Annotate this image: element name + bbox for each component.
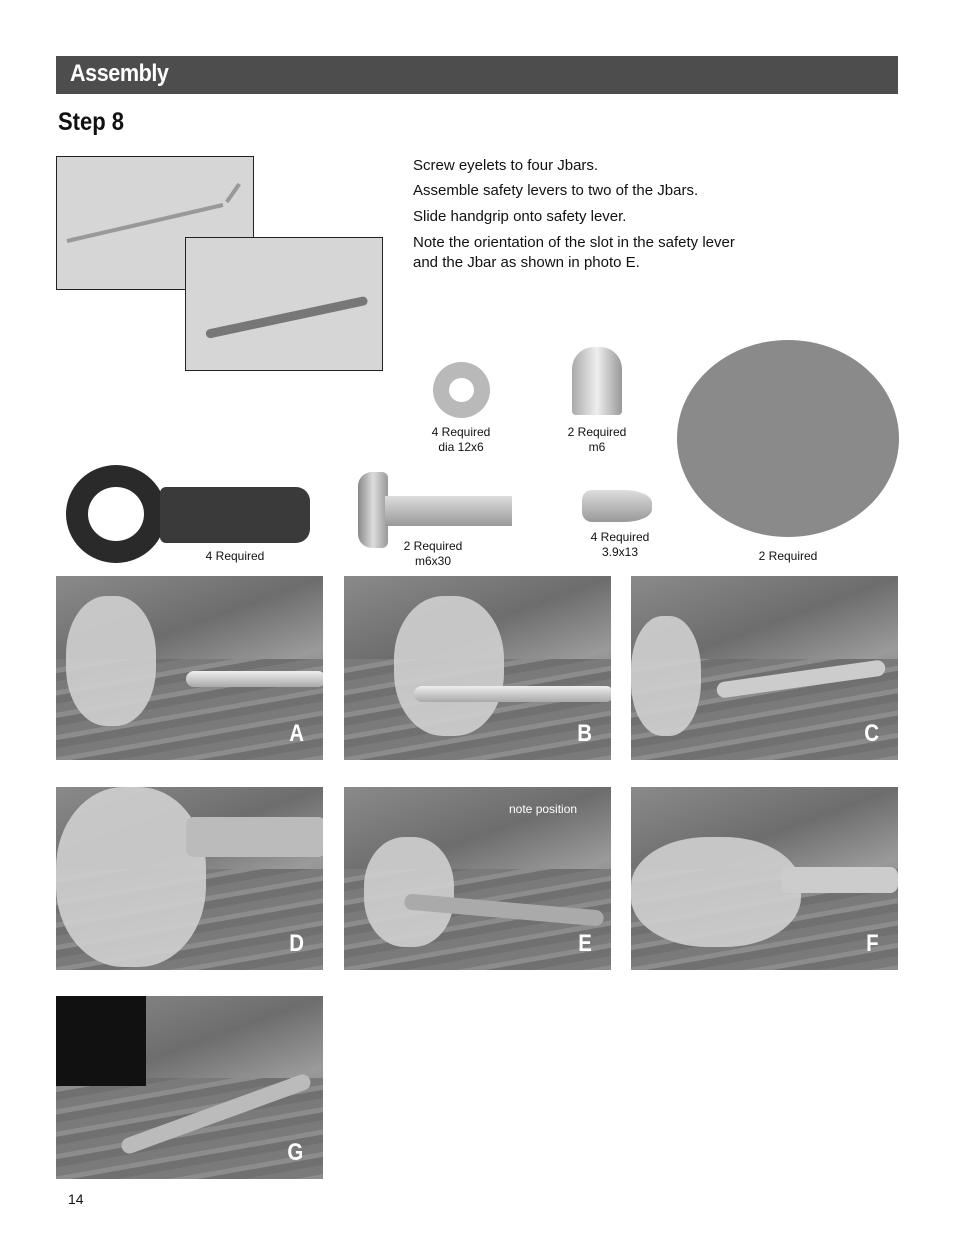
qty: 4 Required (431, 425, 491, 439)
qty: 2 Required (403, 539, 463, 553)
photo-e (344, 787, 611, 970)
washer-caption (406, 425, 516, 455)
qty: 4 Required (590, 530, 650, 544)
size: 3.9x13 (601, 545, 639, 559)
screw-image (582, 490, 652, 522)
screw-caption (565, 530, 675, 560)
eyelet-body (160, 487, 310, 543)
size: dia 12x6 (438, 440, 484, 454)
safety-lever-image (185, 237, 383, 371)
washer-image (433, 362, 490, 418)
photo-b (344, 576, 611, 760)
photo-label: F (866, 930, 879, 957)
section-banner (56, 56, 898, 94)
handgrip-caption (733, 549, 843, 564)
cap-nut-caption (542, 425, 652, 455)
eyelet-caption (180, 549, 290, 564)
bolt-image (358, 472, 388, 548)
eyelet-image (66, 465, 166, 563)
note-position-label: note position (509, 802, 578, 816)
instruction-4: Note the orientation of the slot in the safety lever and the Jbar as shown in photo E. (413, 234, 735, 271)
instruction-1: Screw eyelets to four Jbars. (413, 157, 599, 174)
handgrip-image (677, 340, 899, 537)
step-title: Step 8 (58, 108, 125, 136)
photo-label: E (578, 930, 592, 957)
photo-a (56, 576, 323, 760)
photo-label: B (576, 720, 592, 747)
size: m6 (588, 440, 606, 454)
photo-label: C (863, 720, 879, 747)
page-number: 14 (68, 1191, 84, 1207)
section-title: Assembly (70, 60, 169, 87)
bolt-caption (378, 539, 488, 569)
photo-g (56, 996, 323, 1179)
photo-c (631, 576, 898, 760)
qty: 4 Required (205, 549, 265, 563)
qty: 2 Required (758, 549, 818, 563)
cap-nut-image (572, 347, 622, 415)
photo-label: G (287, 1139, 304, 1166)
size: m6x30 (414, 554, 452, 568)
photo-label: A (288, 720, 304, 747)
photo-label: D (288, 930, 304, 957)
bolt-shaft (385, 496, 512, 526)
instruction-3: Slide handgrip onto safety lever. (413, 208, 627, 225)
photo-f (631, 787, 898, 970)
photo-d (56, 787, 323, 970)
qty: 2 Required (567, 425, 627, 439)
instruction-2: Assemble safety levers to two of the Jbars. (413, 182, 699, 199)
